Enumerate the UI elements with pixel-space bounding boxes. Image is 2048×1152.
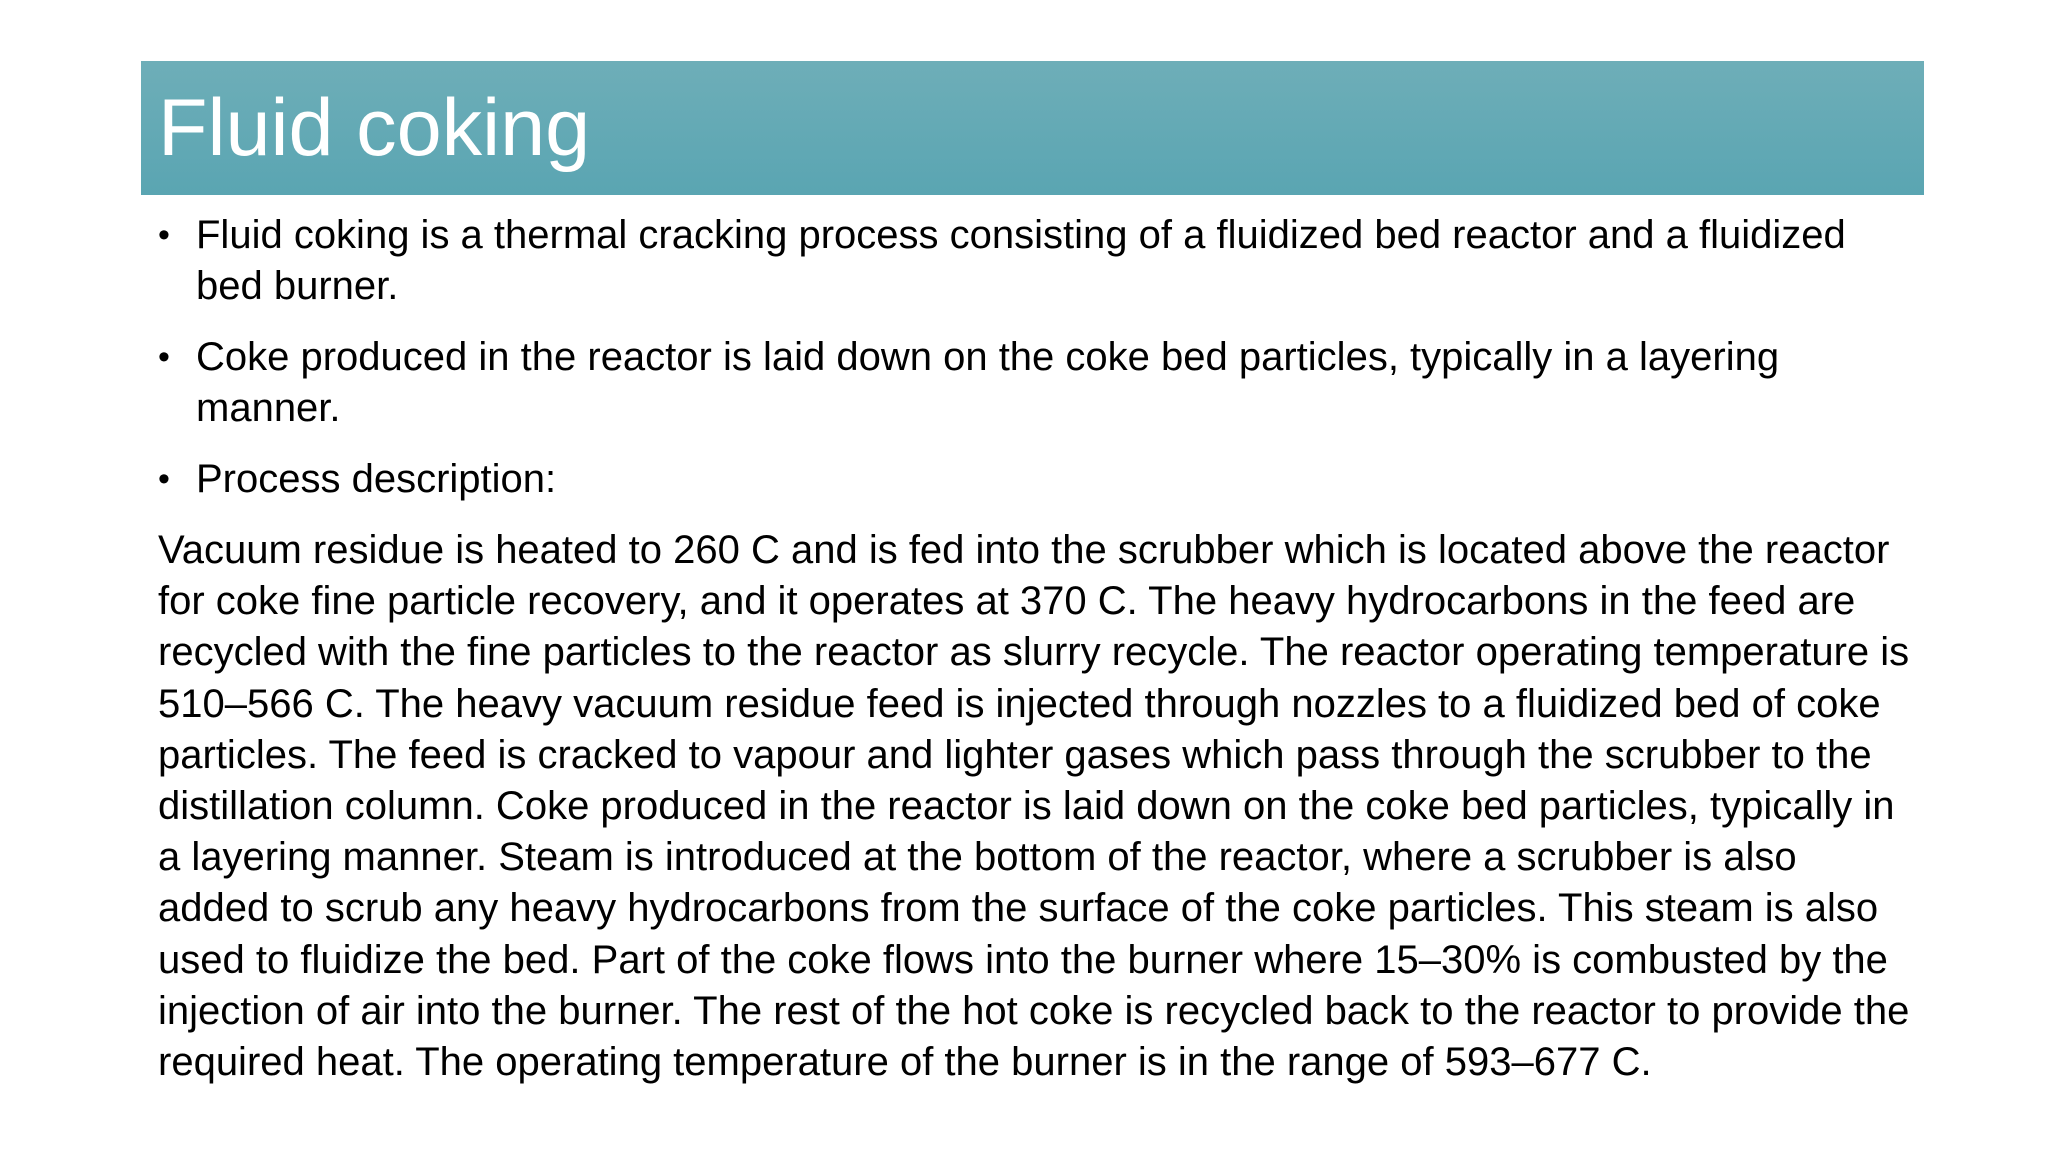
slide-title: Fluid coking xyxy=(158,83,591,173)
bullet-item xyxy=(158,210,1918,312)
title-bar xyxy=(141,61,1924,195)
bullet-list xyxy=(158,210,1918,505)
bullet-text: Process description: xyxy=(196,457,557,501)
bullet-item xyxy=(158,454,1918,505)
bullet-text: Fluid coking is a thermal cracking process consisting of a fluidized bed reactor and a fluidized bed burner. xyxy=(196,213,1846,308)
process-description-paragraph: Vacuum residue is heated to 260 C and is fed into the scrubber which is located above the reactor for coke fine particle recovery, and it operates at 370 C. The heavy hydrocarbons in the feed are recycled with the fine particles to the reactor as slurry recycle. The reactor operating temperature is 510–566 C. The heavy vacuum residue feed is injected through nozzles to a fluidized bed of coke particles. The feed is cracked to vapour and lighter gases which pass through the scrubber to the distillation column. Coke produced in the reactor is laid down on the coke bed particles, typically in a layering manner. Steam is introduced at the bottom of the reactor, where a scrubber is also added to scrub any heavy hydrocarbons from the surface of the coke particles. This steam is also used to fluidize the bed. Part of the coke flows into the burner where 15–30% is combusted by the injection of air into the burner. The rest of the hot coke is recycled back to the reactor to provide the required heat. The operating temperature of the burner is in the range of 593–677 C. xyxy=(158,528,1910,1085)
bullet-item xyxy=(158,332,1918,434)
bullet-text: Coke produced in the reactor is laid down on the coke bed particles, typically in a layering manner. xyxy=(196,335,1780,430)
bullet-dot-icon: • xyxy=(158,460,170,498)
bullet-dot-icon: • xyxy=(158,216,170,254)
slide-content xyxy=(158,210,1918,1088)
bullet-dot-icon: • xyxy=(158,338,170,376)
